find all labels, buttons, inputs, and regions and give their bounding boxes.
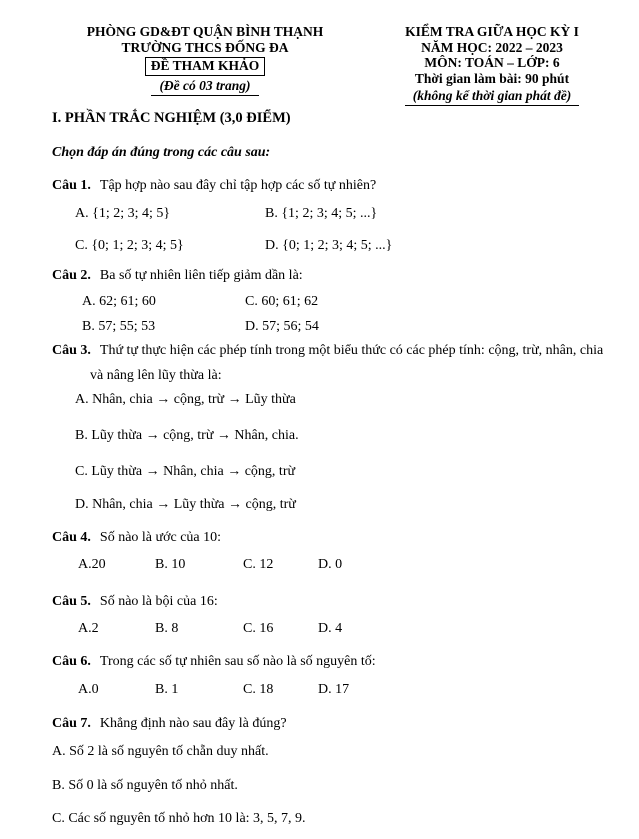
question-3-option-a: A. Nhân, chia → cộng, trừ → Lũy thừa xyxy=(75,391,296,407)
question-1-options-row-1 xyxy=(75,205,627,222)
question-4-text xyxy=(52,529,627,546)
question-5-statement: Số nào là bội của 16: xyxy=(99,593,218,609)
question-5-options xyxy=(78,620,627,637)
exam-title: KIỂM TRA GIỮA HỌC KỲ I xyxy=(405,24,579,39)
question-6-option-b: B. 1 xyxy=(155,681,179,697)
page-header xyxy=(52,24,627,106)
question-3 xyxy=(52,342,627,513)
question-1-option-c: C. {0; 1; 2; 3; 4; 5} xyxy=(75,237,184,253)
question-1-statement: Tập hợp nào sau đây chỉ tập hợp các số tự nhiên? xyxy=(99,177,377,193)
question-4-option-d: D. 0 xyxy=(318,556,343,572)
duration-note-wrap xyxy=(372,86,612,106)
question-1-text xyxy=(52,177,627,194)
question-1-option-a: A. {1; 2; 3; 4; 5} xyxy=(75,205,171,221)
question-1-label: Câu 1. xyxy=(52,177,91,193)
question-2-statement: Ba số tự nhiên liên tiếp giảm dần là: xyxy=(99,267,303,283)
question-6-option-a: A.0 xyxy=(78,681,99,697)
question-2-label: Câu 2. xyxy=(52,267,91,283)
question-4-options xyxy=(78,556,627,573)
question-6-statement: Trong các số tự nhiên sau số nào là số nguyên tố: xyxy=(99,653,376,669)
section-instruction: Chọn đáp án đúng trong các câu sau: xyxy=(52,144,271,160)
exam-type-box-wrap xyxy=(52,56,358,76)
question-7-text xyxy=(52,715,627,732)
question-2-option-d: D. 57; 56; 54 xyxy=(245,318,319,334)
question-1 xyxy=(52,177,627,254)
question-6-option-c: C. 18 xyxy=(243,681,274,697)
question-2-option-a: A. 62; 61; 60 xyxy=(82,293,156,309)
question-7-label: Câu 7. xyxy=(52,715,91,731)
pages-note: (Đề có 03 trang) xyxy=(151,78,258,96)
school-name: TRƯỜNG THCS ĐỐNG ĐA xyxy=(121,40,289,55)
question-5-text xyxy=(52,593,627,610)
question-5 xyxy=(52,593,627,637)
question-6-text xyxy=(52,653,627,670)
question-4-label: Câu 4. xyxy=(52,529,91,545)
school-block xyxy=(52,24,358,106)
question-7-option-c: C. Các số nguyên tố nhỏ hơn 10 là: 3, 5, 7, 9. xyxy=(52,810,306,826)
question-4-option-c: C. 12 xyxy=(243,556,274,572)
question-2-text xyxy=(52,267,627,284)
question-3-option-d: D. Nhân, chia → Lũy thừa → cộng, trừ xyxy=(75,496,296,512)
exam-info-block xyxy=(372,24,612,106)
question-4-option-a: A.20 xyxy=(78,556,106,572)
question-3-text xyxy=(52,342,627,384)
question-5-option-c: C. 16 xyxy=(243,620,274,636)
question-2 xyxy=(52,267,627,335)
question-3-option-c: C. Lũy thừa → Nhân, chia → cộng, trừ xyxy=(75,463,296,479)
question-7-option-a: A. Số 2 là số nguyên tố chẵn duy nhất. xyxy=(52,743,269,759)
question-5-option-a: A.2 xyxy=(78,620,99,636)
question-5-label: Câu 5. xyxy=(52,593,91,609)
question-2-option-c: C. 60; 61; 62 xyxy=(245,293,319,309)
question-2-option-b: B. 57; 55; 53 xyxy=(82,318,156,334)
question-6 xyxy=(52,653,627,698)
question-5-option-b: B. 8 xyxy=(155,620,179,636)
school-year: NĂM HỌC: 2022 – 2023 xyxy=(421,39,563,55)
question-6-label: Câu 6. xyxy=(52,653,91,669)
question-1-options-row-2 xyxy=(75,237,627,254)
pages-note-wrap xyxy=(52,76,358,96)
question-2-options-row-2 xyxy=(82,318,627,335)
question-7-statement: Khẳng định nào sau đây là đúng? xyxy=(99,715,287,731)
question-4 xyxy=(52,529,627,573)
duration-note: (không kể thời gian phát đề) xyxy=(405,88,579,106)
duration: Thời gian làm bài: 90 phút xyxy=(414,70,570,86)
question-2-options-row-1 xyxy=(82,293,627,310)
question-3-statement-line-2: và nâng lên lũy thừa là: xyxy=(90,367,222,383)
question-4-statement: Số nào là ước của 10: xyxy=(99,529,222,545)
question-3-option-b: B. Lũy thừa → cộng, trừ → Nhân, chia. xyxy=(75,427,299,443)
department-name: PHÒNG GD&ĐT QUẬN BÌNH THẠNH xyxy=(86,24,324,39)
section-title: I. PHẦN TRẮC NGHIỆM (3,0 ĐIỂM) xyxy=(52,109,291,126)
exam-type-label: ĐỀ THAM KHẢO xyxy=(145,57,266,76)
question-3-label: Câu 3. xyxy=(52,342,91,358)
question-1-option-b: B. {1; 2; 3; 4; 5; ...} xyxy=(265,205,378,221)
question-1-option-d: D. {0; 1; 2; 3; 4; 5; ...} xyxy=(265,237,393,253)
question-6-options xyxy=(78,681,627,698)
question-3-statement-line-1 xyxy=(52,342,627,359)
question-6-option-d: D. 17 xyxy=(318,681,350,697)
question-5-option-d: D. 4 xyxy=(318,620,343,636)
question-4-option-b: B. 10 xyxy=(155,556,186,572)
question-3-statement: Thứ tự thực hiện các phép tính trong một biểu thức có các phép tính: cộng, trừ, nhân, chia xyxy=(99,342,604,358)
question-7 xyxy=(52,715,627,827)
question-7-option-b: B. Số 0 là số nguyên tố nhỏ nhất. xyxy=(52,777,238,793)
subject-grade: MÔN: TOÁN – LỚP: 6 xyxy=(424,55,560,70)
